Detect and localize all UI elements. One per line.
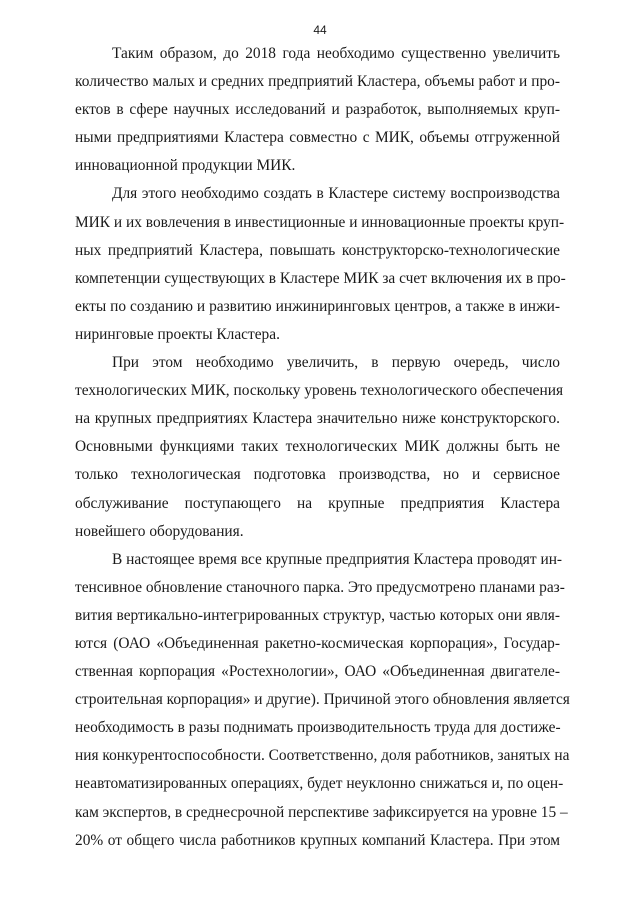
text-line: инновационной продукции МИК. [75, 157, 296, 175]
text-line: ния конкурентоспособности. Соответственно, доля работников, занятых на [75, 747, 570, 765]
text-line: неавтоматизированных операциях, будет неуклонно снижаться и, по оцен- [75, 775, 564, 793]
page-body-text [75, 40, 570, 855]
text-line: ниринговые проекты Кластера. [75, 325, 280, 343]
text-line: технологических МИК, поскольку уровень технологического обеспечения [75, 382, 564, 400]
text-line: В настоящее время все крупные предприятия Кластера проводят ин- [112, 550, 563, 568]
text-line: количество малых и средних предприятий Кластера, объемы работ и про- [75, 73, 560, 91]
text-line: ственная корпорация «Ростехнологии», ОАО «Объединенная двигателе- [75, 663, 560, 681]
text-line: обслуживание поступающего на крупные предприятия Кластера [75, 494, 560, 512]
text-line: новейшего оборудования. [75, 522, 244, 540]
text-line: кам экспертов, в среднесрочной перспективе зафиксируется на уровне 15 – [75, 803, 568, 821]
text-line: тенсивное обновление станочного парка. Это предусмотрено планами раз- [75, 578, 565, 596]
text-line: ектов в сфере научных исследований и разработок, выполняемых круп- [75, 101, 560, 119]
text-line: необходимость в разы поднимать производительность труда для достиже- [75, 719, 561, 737]
text-line: 20% от общего числа работников крупных компаний Кластера. При этом [75, 831, 560, 849]
text-line: Для этого необходимо создать в Кластере систему воспроизводства [112, 185, 560, 203]
text-line: компетенции существующих в Кластере МИК за счет включения их в про- [75, 269, 566, 287]
text-line: Основными функциями таких технологических МИК должны быть не [75, 438, 560, 456]
page-number: 44 [313, 23, 327, 37]
text-line: ются (ОАО «Объединенная ракетно-космическая корпорация», Государ- [75, 634, 560, 652]
text-line: ных предприятий Кластера, повышать конструкторско-технологические [75, 241, 560, 259]
text-line: екты по созданию и развитию инжиниринговых центров, а также в инжи- [75, 297, 560, 315]
text-line: Таким образом, до 2018 года необходимо существенно увеличить [112, 45, 560, 62]
text-line: ными предприятиями Кластера совместно с МИК, объемы отгруженной [75, 129, 560, 147]
text-line: МИК и их вовлечения в инвестиционные и инновационные проекты круп- [75, 213, 565, 231]
text-line: строительная корпорация» и другие). Причиной этого обновления является [75, 691, 570, 709]
text-line: вития вертикально-интегрированных структур, частью которых они явля- [75, 606, 560, 624]
text-line: только технологическая подготовка производства, но и сервисное [75, 466, 560, 484]
text-line: При этом необходимо увеличить, в первую очередь, число [112, 354, 560, 372]
text-line: на крупных предприятиях Кластера значительно ниже конструкторского. [75, 410, 560, 428]
